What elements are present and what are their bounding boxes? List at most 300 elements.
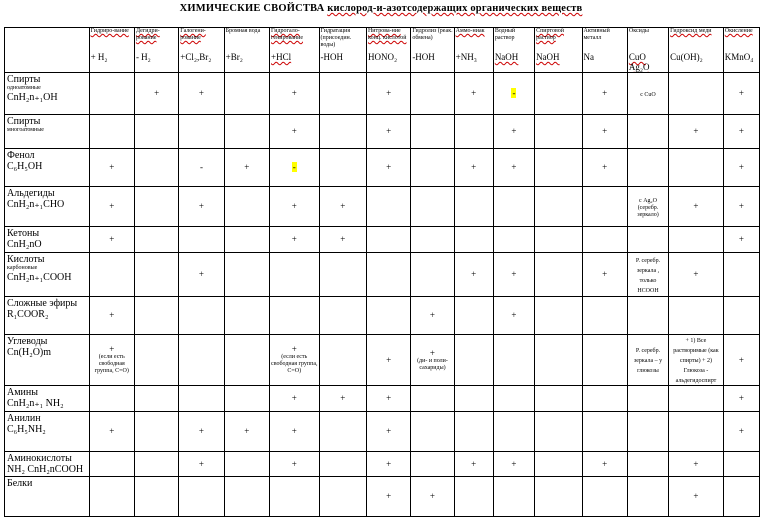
table-cell <box>270 335 320 386</box>
table-cell <box>582 452 627 477</box>
table-cell <box>669 452 724 477</box>
cell-mark: + <box>471 458 477 469</box>
table-cell <box>366 386 410 412</box>
row-formula: NH₂ CnH₂nCOOH <box>7 464 84 475</box>
cell-mark: + <box>429 347 435 358</box>
table-cell <box>89 253 134 297</box>
table-cell <box>134 187 178 227</box>
row-label <box>5 73 90 115</box>
table-cell <box>493 149 534 187</box>
cell-mark: + <box>471 269 477 279</box>
header-col-11 <box>535 28 582 73</box>
row-label <box>5 149 90 187</box>
table-cell <box>224 412 269 452</box>
table-cell <box>411 149 454 187</box>
table-cell <box>89 149 134 187</box>
table-row <box>5 386 760 412</box>
table-cell <box>411 187 454 227</box>
table-cell <box>224 297 269 335</box>
table-cell <box>366 297 410 335</box>
header-reagent: + H₂ <box>90 52 108 62</box>
table-cell <box>319 386 366 412</box>
table-cell <box>454 115 493 149</box>
table-cell <box>582 297 627 335</box>
header-col-8 <box>411 28 454 73</box>
cell-mark: + <box>198 201 204 211</box>
table-cell <box>493 477 534 517</box>
title-underlined: кислород-и-азотсодержащих органических веществ <box>327 3 583 14</box>
table-cell <box>454 73 493 115</box>
table-cell <box>179 297 224 335</box>
table-cell <box>723 335 759 386</box>
row-label-sub: многоатомные <box>7 127 44 133</box>
table-cell <box>179 452 224 477</box>
table-cell <box>319 477 366 517</box>
cell-mark: + <box>738 354 744 365</box>
header-col-5 <box>270 28 320 73</box>
header-col-6 <box>319 28 366 73</box>
table-cell <box>454 412 493 452</box>
table-cell <box>319 227 366 253</box>
table-cell <box>535 412 582 452</box>
table-cell <box>493 253 534 297</box>
table-cell <box>134 73 178 115</box>
cell-note: (если есть свободная группа, C=O) <box>271 354 318 374</box>
cell-mark: + <box>340 201 346 211</box>
table-cell <box>224 477 269 517</box>
cell-mark: + <box>386 426 392 436</box>
table-cell <box>582 386 627 412</box>
table-row <box>5 149 760 187</box>
cell-mark: + <box>291 393 297 403</box>
table-cell <box>669 115 724 149</box>
row-label-text: Анилин <box>7 413 41 424</box>
table-cell <box>627 412 668 452</box>
header-name: Гидроксид меди <box>670 28 712 34</box>
cell-mark: + <box>511 310 517 320</box>
cell-mark: - <box>199 162 203 172</box>
table-cell <box>582 73 627 115</box>
cell-mark: + <box>386 162 392 172</box>
table-cell <box>319 187 366 227</box>
header-reagent: NaOH <box>494 52 519 62</box>
table-cell <box>493 73 534 115</box>
table-cell <box>535 335 582 386</box>
table-cell <box>411 73 454 115</box>
header-name: Гидратация (присоедин. воды) <box>320 28 352 48</box>
table-cell <box>89 335 134 386</box>
table-cell <box>411 412 454 452</box>
header-reagent: HONO₂ <box>367 52 398 62</box>
row-label-text: Белки <box>7 478 33 489</box>
table-cell <box>723 149 759 187</box>
cell-mark: + <box>602 458 608 469</box>
table-cell <box>411 335 454 386</box>
cell-mark: + <box>738 162 744 172</box>
table-row <box>5 412 760 452</box>
row-label <box>5 297 90 335</box>
header-col-15 <box>723 28 759 73</box>
row-label-text: Сложные эфиры <box>7 298 78 309</box>
table-cell <box>454 227 493 253</box>
table-cell <box>723 297 759 335</box>
table-cell <box>224 335 269 386</box>
row-label <box>5 115 90 149</box>
table-cell <box>319 412 366 452</box>
cell-mark: + <box>693 458 699 469</box>
table-cell <box>669 412 724 452</box>
row-label <box>5 477 90 517</box>
row-label <box>5 187 90 227</box>
table-cell <box>179 115 224 149</box>
table-cell <box>89 452 134 477</box>
table-cell <box>493 227 534 253</box>
table-cell <box>366 335 410 386</box>
table-row <box>5 477 760 517</box>
header-reagent: -HOH <box>412 52 435 62</box>
title-main: ХИМИЧЕСКИЕ СВОЙСТВА <box>179 3 325 14</box>
cell-mark: + <box>198 269 204 279</box>
table-cell <box>224 73 269 115</box>
table-cell <box>454 149 493 187</box>
row-label <box>5 227 90 253</box>
table-cell <box>669 297 724 335</box>
table-cell <box>723 452 759 477</box>
table-cell <box>224 187 269 227</box>
cell-mark: + <box>738 201 744 211</box>
cell-mark: + 1) Все растворимые (как спирты) + 2) Глюкоза - альдегидоспирт <box>673 338 719 384</box>
header-col-1 <box>89 28 134 73</box>
table-cell <box>89 187 134 227</box>
table-cell <box>669 477 724 517</box>
table-row <box>5 297 760 335</box>
table-row <box>5 187 760 227</box>
cell-mark: + <box>602 88 608 98</box>
row-formula: CnH₂n₊₁CHO <box>7 199 65 210</box>
cell-mark: Р. серебр. зеркала – у глюкозы <box>633 348 663 374</box>
cell-mark: + <box>340 234 346 244</box>
table-cell <box>270 412 320 452</box>
table-cell <box>411 452 454 477</box>
table-cell <box>319 149 366 187</box>
table-cell <box>179 335 224 386</box>
table-cell <box>319 73 366 115</box>
cell-mark: + <box>471 88 477 98</box>
table-cell <box>535 477 582 517</box>
header-name <box>6 28 88 50</box>
table-cell <box>179 187 224 227</box>
table-cell <box>535 227 582 253</box>
cell-mark: + <box>109 201 115 211</box>
header-col-2 <box>134 28 178 73</box>
table-cell <box>627 452 668 477</box>
table-cell <box>134 253 178 297</box>
cell-mark: + <box>693 491 699 501</box>
table-cell <box>669 73 724 115</box>
table-cell <box>669 149 724 187</box>
table-cell <box>366 73 410 115</box>
table-cell <box>89 297 134 335</box>
table-cell <box>224 115 269 149</box>
table-body <box>5 73 760 517</box>
cell-mark: - <box>292 162 296 172</box>
table-cell <box>366 149 410 187</box>
table-cell <box>723 253 759 297</box>
table-cell <box>270 297 320 335</box>
table-row <box>5 115 760 149</box>
table-cell <box>627 227 668 253</box>
cell-mark: - <box>512 88 516 98</box>
cell-mark: + <box>386 393 392 403</box>
row-formula: CnH₂nO <box>7 239 42 250</box>
table-cell <box>366 412 410 452</box>
table-cell <box>270 187 320 227</box>
header-reagent: +Br₂ <box>225 52 243 62</box>
table-cell <box>89 412 134 452</box>
row-label <box>5 412 90 452</box>
table-cell <box>366 115 410 149</box>
table-cell <box>134 412 178 452</box>
table-cell <box>270 115 320 149</box>
header-col-3 <box>179 28 224 73</box>
cell-mark: + <box>198 458 204 469</box>
table-cell <box>179 412 224 452</box>
header-reagent: +Cl₂,Br₂ <box>180 52 212 62</box>
table-cell <box>270 452 320 477</box>
table-cell <box>270 149 320 187</box>
table-cell <box>535 73 582 115</box>
table-cell <box>627 149 668 187</box>
table-row <box>5 73 760 115</box>
row-formula: R₁COOR₂ <box>7 309 49 320</box>
table-cell <box>627 335 668 386</box>
cell-mark: + <box>738 234 744 244</box>
cell-mark: + <box>471 162 477 172</box>
cell-mark: + <box>429 491 435 501</box>
header-name: Гидрогало-генирование <box>271 28 303 41</box>
table-cell <box>493 115 534 149</box>
header-name: Дегидри-рование <box>135 28 160 41</box>
header-row <box>5 28 760 73</box>
row-formula: C₆H₅OH <box>7 161 43 172</box>
cell-mark: + <box>386 491 392 501</box>
header-name: Окисление <box>724 28 753 34</box>
table-cell <box>493 452 534 477</box>
table-cell <box>179 227 224 253</box>
table-cell <box>493 297 534 335</box>
row-label-text: Спирты <box>7 116 41 127</box>
table-cell <box>493 386 534 412</box>
table-cell <box>723 227 759 253</box>
document-title <box>0 3 762 14</box>
table-cell <box>411 297 454 335</box>
table-cell <box>582 227 627 253</box>
header-col-9 <box>454 28 493 73</box>
table-cell <box>535 253 582 297</box>
table-cell <box>270 386 320 412</box>
cell-mark: + <box>693 126 699 136</box>
table-cell <box>224 149 269 187</box>
table-cell <box>411 477 454 517</box>
table-cell <box>89 386 134 412</box>
cell-mark: + <box>511 162 517 172</box>
cell-mark: + <box>109 344 115 354</box>
table-cell <box>366 452 410 477</box>
properties-table <box>4 27 760 517</box>
cell-mark: + <box>738 88 744 98</box>
cell-mark: + <box>386 88 392 98</box>
cell-note: (серебр. зеркало) <box>637 204 659 218</box>
table-cell <box>224 227 269 253</box>
table-cell <box>535 187 582 227</box>
table-cell <box>411 386 454 412</box>
table-row <box>5 452 760 477</box>
table-cell <box>669 187 724 227</box>
table-cell <box>134 115 178 149</box>
row-label <box>5 335 90 386</box>
row-formula: CnH₂n₊₁OH <box>7 92 58 103</box>
header-col-12 <box>582 28 627 73</box>
table-cell <box>179 477 224 517</box>
table-cell <box>723 115 759 149</box>
table-cell <box>723 73 759 115</box>
cell-mark: + <box>386 354 392 365</box>
table-cell <box>723 187 759 227</box>
row-label-text: Углеводы <box>7 336 48 347</box>
table-cell <box>582 412 627 452</box>
row-label-text: Аминокислоты <box>7 453 72 464</box>
cell-mark: + <box>738 426 744 436</box>
cell-mark: Р. серебр. зеркала , только HCOOH <box>635 257 661 294</box>
table-cell <box>366 227 410 253</box>
table-cell <box>627 115 668 149</box>
cell-note: (ди- и поли-сахариды) <box>417 357 448 371</box>
table-cell <box>535 386 582 412</box>
row-label-text: Альдегиды <box>7 188 55 199</box>
header-name: Нитрова-ние конц. кислотой <box>367 28 407 41</box>
table-row <box>5 253 760 297</box>
table-cell <box>493 412 534 452</box>
cell-mark: + <box>340 393 346 403</box>
table-cell <box>454 386 493 412</box>
header-name: Аммо-ниак <box>455 28 485 34</box>
row-label-sub: одноатомные <box>7 85 41 91</box>
table-cell <box>366 253 410 297</box>
table-cell <box>89 227 134 253</box>
cell-mark: + <box>738 126 744 136</box>
header-name: Гидриро-вание <box>90 28 129 34</box>
table-cell <box>224 386 269 412</box>
header-col-14 <box>669 28 724 73</box>
row-label-text: Кислоты <box>7 254 45 265</box>
row-label-sub: карбоновые <box>7 265 38 271</box>
table-cell <box>179 386 224 412</box>
table-cell <box>366 187 410 227</box>
table-cell <box>134 149 178 187</box>
header-name: Бромная вода <box>225 28 261 34</box>
table-cell <box>535 297 582 335</box>
table-cell <box>723 412 759 452</box>
cell-mark: + <box>511 126 517 136</box>
table-cell <box>270 73 320 115</box>
table-row <box>5 227 760 253</box>
cell-mark: + <box>109 310 115 320</box>
header-name: Гидролиз (реак. обмена) <box>412 28 453 41</box>
cell-mark: + <box>154 88 160 98</box>
row-label <box>5 386 90 412</box>
cell-mark: + <box>429 310 435 320</box>
table-cell <box>669 335 724 386</box>
table-cell <box>723 386 759 412</box>
table-cell <box>319 335 366 386</box>
table-cell <box>627 73 668 115</box>
cell-mark: + <box>291 344 297 354</box>
table-cell <box>319 297 366 335</box>
table-cell <box>627 477 668 517</box>
table-cell <box>454 452 493 477</box>
cell-mark: + <box>198 88 204 98</box>
header-col-4 <box>224 28 269 73</box>
table-cell <box>582 149 627 187</box>
cell-mark: + <box>109 234 115 244</box>
table-cell <box>535 115 582 149</box>
table-cell <box>134 297 178 335</box>
table-cell <box>134 227 178 253</box>
table-cell <box>454 297 493 335</box>
header-col-13 <box>627 28 668 73</box>
table-cell <box>89 115 134 149</box>
table-cell <box>454 335 493 386</box>
table-cell <box>669 227 724 253</box>
cell-mark: + <box>291 234 297 244</box>
cell-mark: + <box>109 426 115 436</box>
table-cell <box>669 253 724 297</box>
row-label-text: Фенол <box>7 150 35 161</box>
table-cell <box>179 253 224 297</box>
header-name: Активный металл <box>583 28 610 41</box>
table-cell <box>89 477 134 517</box>
table-cell <box>535 149 582 187</box>
table-cell <box>270 477 320 517</box>
cell-mark: + <box>291 426 297 436</box>
table-cell <box>134 335 178 386</box>
header-col-7 <box>366 28 410 73</box>
table-row <box>5 335 760 386</box>
row-label-text: Амины <box>7 387 38 398</box>
header-reagent: -HOH <box>320 52 344 62</box>
row-formula: CnH₂n₊₁COOH <box>7 272 72 283</box>
cell-mark: с Ag₂O <box>639 197 657 204</box>
table-cell <box>627 386 668 412</box>
table-cell <box>454 253 493 297</box>
table-cell <box>454 187 493 227</box>
table-cell <box>224 253 269 297</box>
header-col-10 <box>493 28 534 73</box>
table-cell <box>493 187 534 227</box>
cell-mark: + <box>602 269 608 279</box>
table-cell <box>134 477 178 517</box>
row-formula: Cn(H₂O)m <box>7 347 52 358</box>
cell-mark: + <box>511 458 517 469</box>
table-cell <box>535 452 582 477</box>
row-label-text: Спирты <box>7 74 41 85</box>
cell-mark: + <box>291 126 297 136</box>
cell-mark: + <box>109 162 115 172</box>
table-cell <box>179 73 224 115</box>
table-cell <box>493 335 534 386</box>
row-formula: C₆H₅NH₂ <box>7 424 46 435</box>
cell-mark: + <box>511 269 517 279</box>
